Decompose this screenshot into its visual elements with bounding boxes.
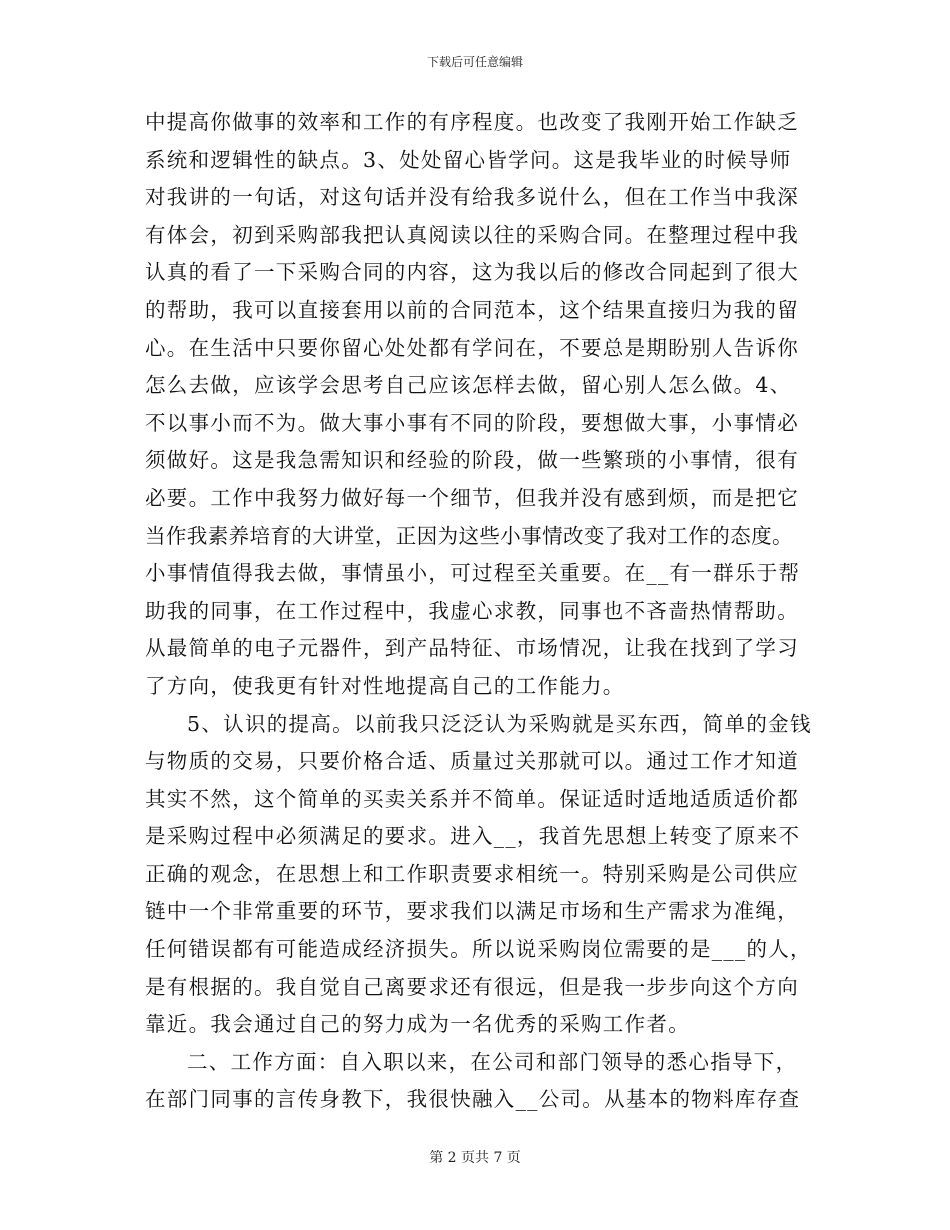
text-line: 助我的同事，在工作过程中，我虚心求教，同事也不吝啬热情帮助。 [145,598,799,623]
text-line: 有体会，初到采购部我把认真阅读以往的采购合同。在整理过程中我 [145,222,799,247]
text-line: 的帮助，我可以直接套用以前的合同范本，这个结果直接归为我的留 [145,297,799,322]
text-line: 链中一个非常重要的环节，要求我们以满足市场和生产需求为准绳， [145,899,799,924]
text-line: 小事情值得我去做，事情虽小，可过程至关重要。在__有一群乐于帮 [145,561,801,586]
text-line: 了方向，使我更有针对性地提高自己的工作能力。 [145,673,625,698]
text-line: 须做好。这是我急需知识和经验的阶段，做一些繁琐的小事情，很有 [145,448,799,473]
text-line: 中提高你做事的效率和工作的有序程度。也改变了我刚开始工作缺乏 [145,110,799,134]
text-line: 其实不然，这个简单的买卖关系并不简单。保证适时适地适质适价都 [145,786,799,811]
text-line: 靠近。我会通过自己的努力成为一名优秀的采购工作者。 [145,1012,690,1037]
text-line: 从最简单的电子元器件，到产品特征、市场情况，让我在找到了学习 [145,636,799,661]
document-body [145,104,810,1119]
text-line: 是有根据的。我自觉自己离要求还有很远，但是我一步步向这个方向 [145,974,799,999]
text-line: 心。在生活中只要你留心处处都有学问在，不要总是期盼别人告诉你 [145,335,799,360]
text-line: 与物质的交易，只要价格合适、质量过关那就可以。通过工作才知道 [145,749,799,774]
text-line: 在部门同事的言传身教下，我很快融入__公司。从基本的物料库存查 [145,1087,801,1112]
text-line: 正确的观念，在思想上和工作职责要求相统一。特别采购是公司供应 [145,861,799,886]
text-line: 对我讲的一句话，对这句话并没有给我多说什么，但在工作当中我深 [145,185,799,210]
text-line: 任何错误都有可能造成经济损失。所以说采购岗位需要的是___的人， [145,937,812,962]
text-line: 不以事小而不为。做大事小事有不同的阶段，要想做大事，小事情必 [145,410,799,435]
text-line: 系统和逻辑性的缺点。3、处处留心皆学问。这是我毕业的时候导师 [145,147,792,172]
text-line: 认真的看了一下采购合同的内容，这为我以后的修改合同起到了很大 [145,260,799,285]
text-line: 怎么去做，应该学会思考自己应该怎样去做，留心别人怎么做。4、 [145,373,792,398]
text-line: 是采购过程中必须满足的要求。进入__，我首先思想上转变了原来不 [145,824,801,849]
paragraph-first-line: 二、工作方面：自入职以来，在公司和部门领导的悉心指导下， [187,1049,798,1074]
text-line: 必要。工作中我努力做好每一个细节，但我并没有感到烦，而是把它 [145,485,799,510]
page-header: 下载后可任意编辑 [426,55,523,69]
text-line: 当作我素养培育的大讲堂，正因为这些小事情改变了我对工作的态度。 [145,523,793,548]
page-number: 第 2 页共 7 页 [429,1150,521,1166]
paragraph-first-line: 5、认识的提高。以前我只泛泛认为采购就是买东西，简单的金钱 [187,711,812,736]
